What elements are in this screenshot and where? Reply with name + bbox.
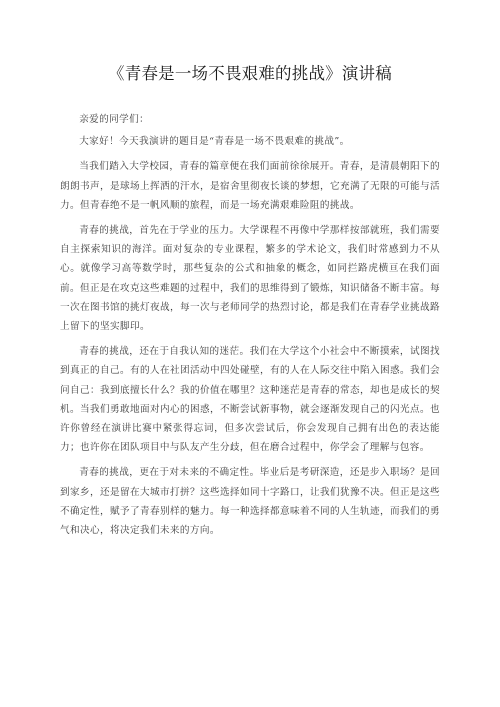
paragraph-4: 青春的挑战，更在于对未来的不确定性。毕业后是考研深造，还是步入职场？是回到家乡，还是留在大城市打拼？这些选择如同十字路口，让我们犹豫不决。但正是这些不确定性，赋予了青春别样的魅力。每一种选择都意味着不同的人生轨迹，而我们的勇气和决心，将决定我们未来的方向。 xyxy=(60,467,440,537)
paragraph-1: 当我们踏入大学校园，青春的篇章便在我们面前徐徐展开。青春，是清晨朝阳下的朗朗书声，是球场上挥洒的汗水，是宿舍里彻夜长谈的梦想，它充满了无限的可能与活力。但青春绝不是一帆风顺的旅程，而是一场充满艰难险阻的挑战。 xyxy=(60,161,440,211)
document-title: 《青春是一场不畏艰难的挑战》演讲稿 xyxy=(108,64,392,83)
paragraph-3: 青春的挑战，还在于自我认知的迷茫。我们在大学这个小社会中不断摸索，试图找到真正的自己。有的人在社团活动中四处碰壁，有的人在人际交往中陷入困惑。我们会问自己：我到底擅长什么？我的价值在哪里？这种迷茫是青春的常态，却也是成长的契机。当我们勇敢地面对内心的困惑，不断尝试新事物，就会逐渐发现自己的闪光点。也许你曾经在演讲比赛中紧张得忘词，但多次尝试后，你会发现自己拥有出色的表达能力；也许你在团队项目中与队友产生分歧，但在磨合过程中，你学会了理解与包容。 xyxy=(60,346,440,454)
paragraph-greeting: 大家好！今天我演讲的题目是“青春是一场不畏艰难的挑战”。 xyxy=(79,136,350,148)
salutation: 亲爱的同学们： xyxy=(79,114,150,125)
paragraph-2: 青春的挑战，首先在于学业的压力。大学课程不再像中学那样按部就班，我们需要自主探索知识的海洋。面对复杂的专业课程，繁多的学术论文，我们时常感到力不从心。就像学习高等数学时，那些复杂的公式和抽象的概念，如同拦路虎横亘在我们面前。但正是在攻克这些难题的过程中，我们的思维得到了锻炼，知识储备不断丰富。每一次在图书馆的挑灯夜战，每一次与老师同学的热烈讨论，都是我们在青春学业挑战路上留下的坚实脚印。 xyxy=(60,225,440,333)
document-body xyxy=(60,110,440,540)
